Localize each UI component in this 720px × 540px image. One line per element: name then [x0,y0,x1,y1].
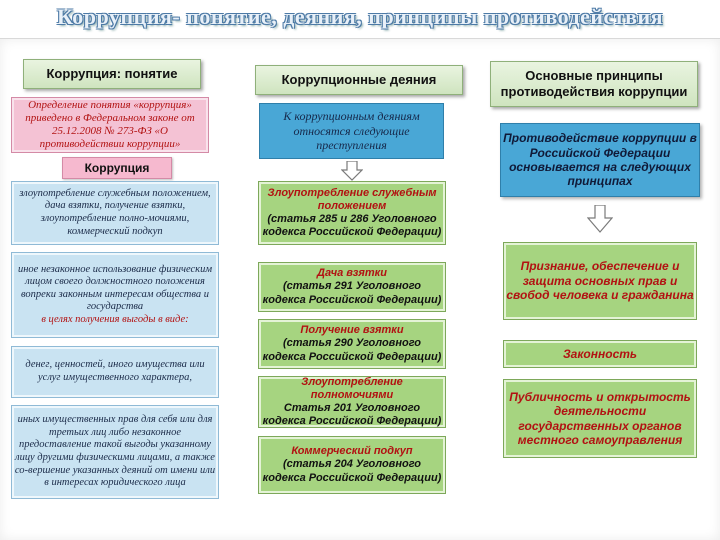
act-4 [259,377,445,427]
middle-header: Коррупционные деяния [255,65,463,95]
act-3-article: (статья 290 Уголовного кодекса Российской Федерации) [262,337,442,363]
definition-box: Определение понятия «коррупция» приведено в Федеральном законе от 25.12.2008 № 273-ФЗ «О противодействии коррупции» [12,98,208,152]
principle-2: Законность [504,341,696,367]
left-item-1: злоупотребление служебным положением, дача взятки, получение взятки, злоупотребление полно-мочиями, коммерческий подкуп [12,182,218,244]
principle-3: Публичность и открытость деятельности государственных органов местного самоуправления [504,380,696,457]
act-2 [259,263,445,311]
right-intro: Противодействие коррупции в Российской Федерации основывается на следующих принципах [500,123,700,197]
act-1-name: Злоупотребление служебным положением [267,186,437,212]
left-item-4: иных имущественных прав для себя или для третьих лиц либо незаконное предоставление такой выгоды указанному лицу другими физическими лицами, а также со-вершение указанных деяний от имени или в интересах юридического лица [12,406,218,498]
act-1 [259,182,445,244]
left-item-2-text: иное незаконное использование физическим лицом своего должностного положения вопреки законным интересам общества и государства [17,263,213,313]
arrow-down-icon [341,161,363,181]
arrow-down-icon [587,205,613,233]
act-4-name: Злоупотребление полномочиями [301,375,403,401]
act-3 [259,320,445,368]
act-5 [259,437,445,493]
act-5-name: Коммерческий подкуп [291,445,413,458]
left-item-2-benefit: в целях получения выгоды в виде: [41,313,189,325]
middle-intro: К коррупционным деяниям относятся следующие преступления [259,103,444,159]
right-header: Основные принципы противодействия коррупции [490,61,698,107]
act-5-article: (статья 204 Уголовного кодекса Российской Федерации) [262,458,442,484]
left-item-2 [12,253,218,337]
act-2-name: Дача взятки [317,267,387,280]
left-header: Коррупция: понятие [23,59,201,89]
left-item-3: денег, ценностей, иного имущества или услуг имущественного характера, [12,347,218,397]
act-1-article: (статья 285 и 286 Уголовного кодекса Российской Федерации) [262,213,442,239]
page-title: Коррупция- понятие, деяния, принципы противодействия [56,4,664,29]
diagram-frame [0,38,720,540]
corruption-label: Коррупция [62,157,172,179]
act-4-article: Статья 201 Уголовного кодекса Российской Федерации) [262,402,442,428]
act-3-name: Получение взятки [300,324,404,337]
act-2-article: (статья 291 Уголовного кодекса Российской Федерации) [262,280,442,306]
principle-1: Признание, обеспечение и защита основных прав и свобод человека и гражданина [504,243,696,319]
